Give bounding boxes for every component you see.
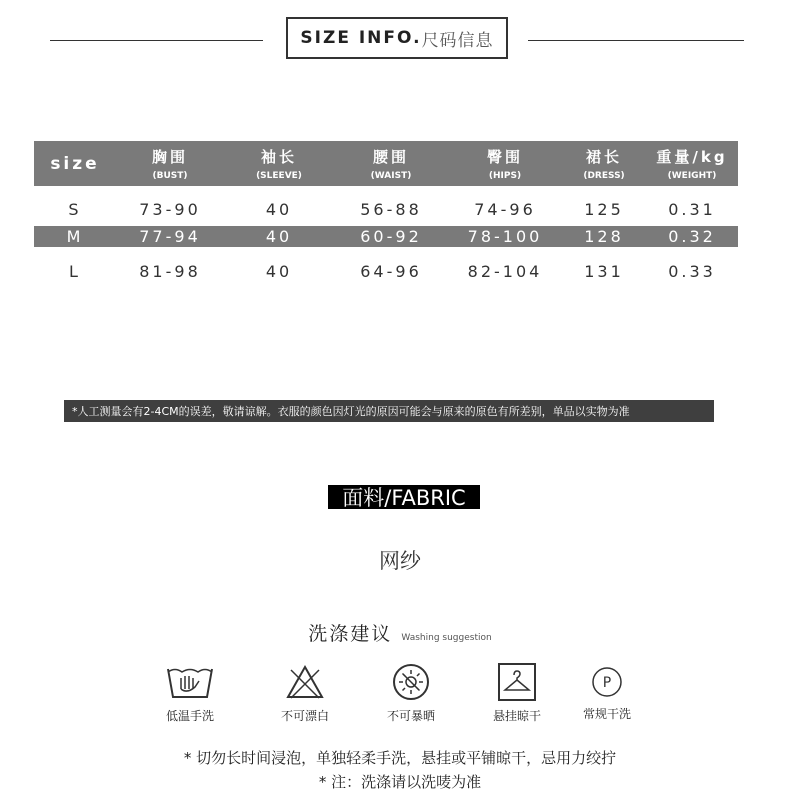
header-dress	[562, 141, 646, 186]
table-cell: 0.31	[668, 199, 716, 219]
header-sublabel: (SLEEVE)	[256, 171, 302, 181]
header-sublabel: (WAIST)	[370, 171, 412, 181]
washing-note-2: * 注：洗涤请以洗唛为准	[318, 773, 482, 791]
table-cell: 81-98	[139, 262, 201, 281]
title-zh: 尺码信息	[421, 30, 494, 51]
table-cell: 40	[265, 227, 293, 246]
table-cell: M	[66, 227, 84, 246]
measurement-note: *人工测量会有2-4CM的误差，敬请谅解。衣服的颜色因灯光的原因可能会与原来的原色有所差别，单品以实物为准	[64, 400, 714, 422]
low-temp-hand-wash-icon	[160, 662, 220, 702]
size-info-title	[286, 17, 508, 59]
header-hips	[448, 141, 562, 186]
header-sleeve	[224, 141, 334, 186]
table-cell: 77-94	[139, 227, 201, 246]
header-bust	[116, 141, 224, 186]
header-rule-left	[50, 40, 263, 41]
washing-note-1: * 切勿长时间浸泡，单独轻柔手洗，悬挂或平铺晾干，忌用力绞拧	[183, 749, 617, 767]
header-rule-right	[528, 40, 744, 41]
header-weight	[646, 141, 738, 186]
dry-clean-glyph: P	[602, 675, 612, 691]
icon-label: 悬挂晾干	[492, 709, 541, 723]
icon-label: 不可漂白	[280, 709, 329, 723]
table-cell: 40	[265, 262, 293, 281]
table-row	[34, 247, 738, 296]
table-cell: L	[69, 262, 81, 281]
header-label: 重量/kg	[656, 148, 728, 166]
icon-label: 低温手洗	[165, 709, 214, 723]
size-table	[34, 141, 738, 296]
table-row	[34, 226, 738, 247]
header-sublabel: (BUST)	[152, 171, 188, 181]
no-sun-dry-icon	[381, 662, 441, 702]
header-label: 袖长	[260, 148, 297, 166]
washing-title-zh: 洗涤建议	[308, 623, 393, 645]
no-bleach-icon	[275, 662, 335, 702]
table-cell: 74-96	[474, 199, 536, 219]
table-header-row	[34, 141, 738, 186]
title-en: SIZE INFO.	[300, 28, 422, 48]
table-cell: 128	[584, 227, 624, 246]
table-cell: 60-92	[360, 227, 422, 246]
washing-title	[0, 619, 800, 646]
table-cell: 0.33	[668, 262, 716, 281]
hang-dry-icon	[487, 662, 547, 702]
header-label: 臀围	[486, 148, 523, 166]
dry-clean-icon	[577, 662, 637, 702]
header-waist	[334, 141, 448, 186]
header-label: 腰围	[372, 148, 409, 166]
fabric-label: 面料/FABRIC	[328, 485, 480, 509]
header-size	[34, 141, 116, 186]
icon-label: 常规干洗	[582, 707, 631, 721]
table-row	[34, 192, 738, 226]
table-cell: 73-90	[139, 199, 201, 219]
header-sublabel: (HIPS)	[488, 171, 522, 181]
washing-title-en: Washing suggestion	[401, 633, 492, 643]
table-cell: S	[68, 199, 82, 219]
table-cell: 64-96	[360, 262, 422, 281]
header-sublabel: (WEIGHT)	[667, 171, 717, 181]
fabric-value: 网纱	[379, 549, 421, 573]
table-cell: 125	[584, 199, 624, 219]
header-label: 胸围	[151, 148, 188, 166]
table-cell: 78-100	[467, 227, 543, 246]
table-cell: 40	[265, 199, 293, 219]
table-cell: 0.32	[668, 227, 716, 246]
table-cell: 131	[584, 262, 624, 281]
header-label: size	[50, 153, 100, 174]
header-label: 裙长	[585, 148, 622, 166]
table-cell: 82-104	[467, 262, 543, 281]
icon-label: 不可暴晒	[386, 709, 435, 723]
header-sublabel: (DRESS)	[583, 171, 625, 181]
table-cell: 56-88	[360, 199, 422, 219]
